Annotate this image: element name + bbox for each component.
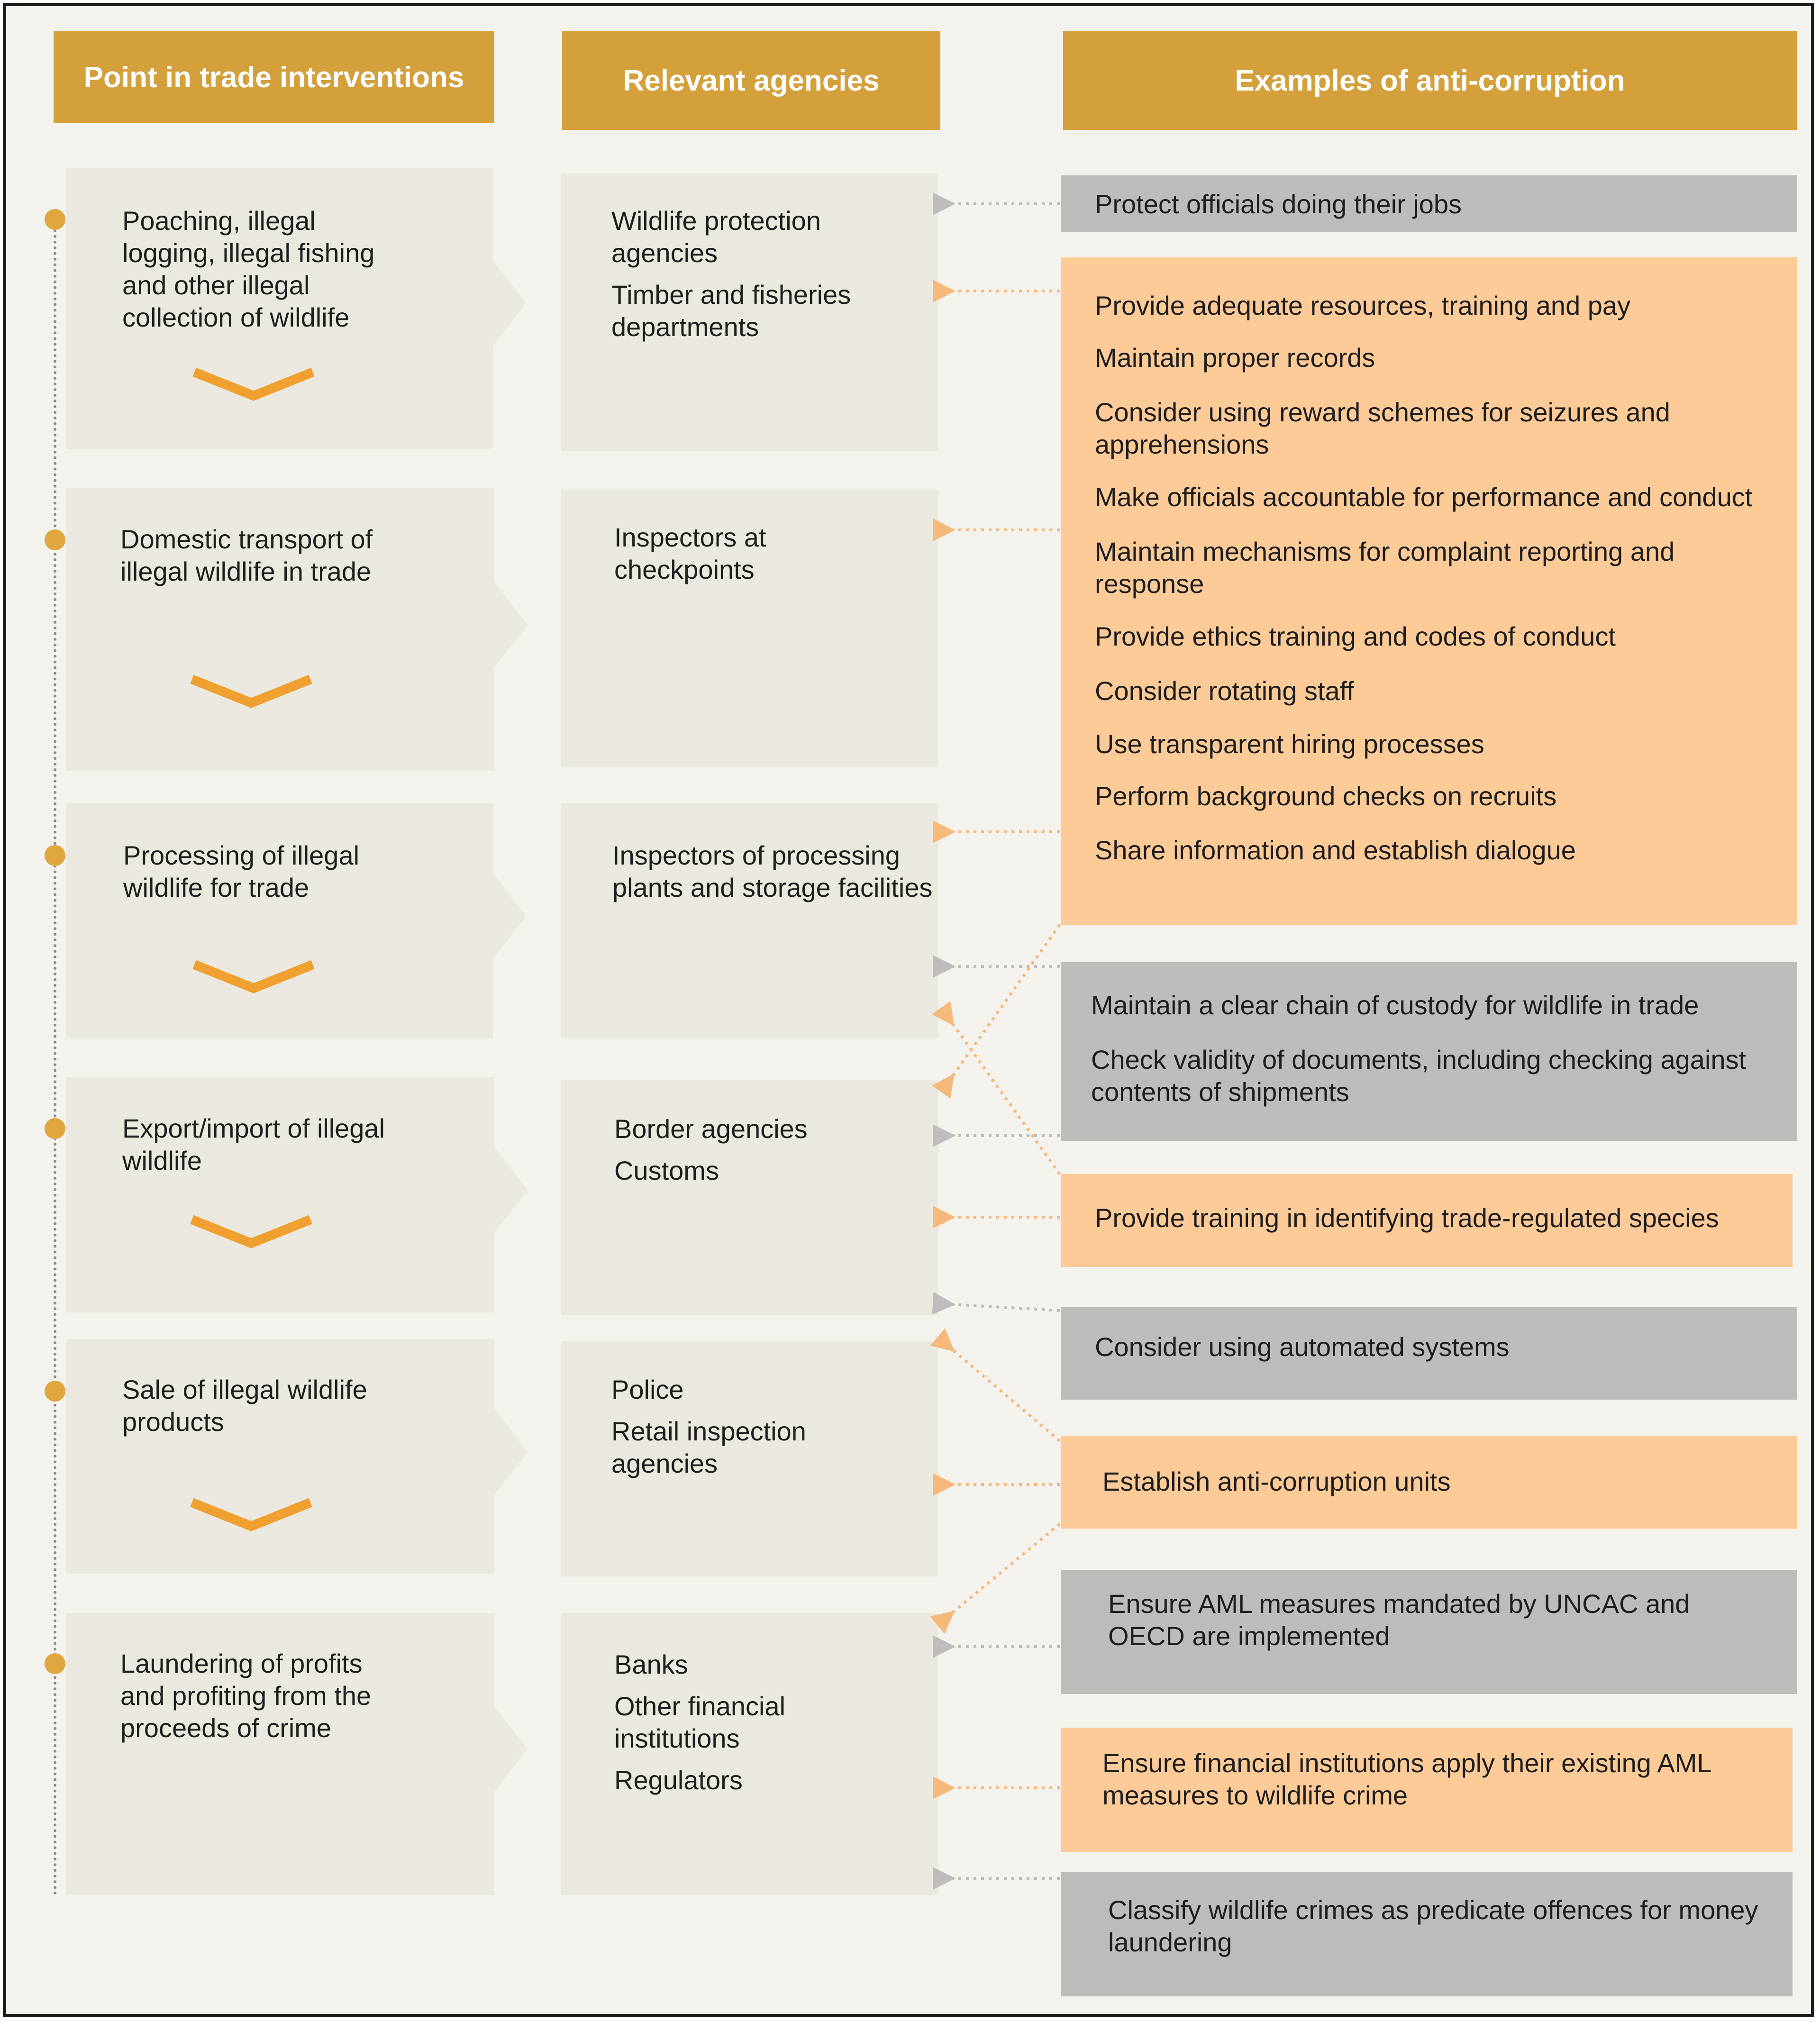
- measure-classify: Classify wildlife crimes as predicate offences for money laundering: [1108, 1895, 1758, 1957]
- measure-custody-2: Check validity of documents, including checking against contents of shipments: [1091, 1045, 1747, 1107]
- measure-protect: Protect officials doing their jobs: [1095, 189, 1462, 219]
- measure-aml: Ensure AML measures mandated by UNCAC and OECD are implemented: [1108, 1589, 1690, 1651]
- measure-general-8: Use transparent hiring processes: [1095, 729, 1484, 759]
- header-examples: Examples of anti-corruption: [1063, 31, 1797, 130]
- agency-item: Wildlife protection agencies: [611, 206, 821, 268]
- measure-general-7: Consider rotating staff: [1095, 676, 1354, 706]
- arrow-left-icon: [953, 1304, 1060, 1311]
- measure-custody-1: Maintain a clear chain of custody for wildlife in trade: [1091, 990, 1699, 1020]
- measure-general-5: Maintain mechanisms for complaint reporting and response: [1095, 537, 1675, 599]
- header-relevant-agencies: Relevant agencies: [562, 31, 940, 130]
- agency-item: Regulators: [614, 1765, 743, 1795]
- agency-item: Police: [611, 1375, 684, 1404]
- arrow-left-icon: [953, 1350, 1060, 1441]
- measure-general-3: Consider using reward schemes for seizures and apprehensions: [1095, 397, 1670, 459]
- measure-automated: Consider using automated systems: [1095, 1332, 1510, 1362]
- measure-general-9: Perform background checks on recruits: [1095, 781, 1557, 811]
- measure-general-1: Provide adequate resources, training and pay: [1095, 291, 1631, 320]
- agency-item: Banks: [614, 1649, 688, 1679]
- agency-item: Other financial institutions: [614, 1691, 786, 1753]
- arrow-left-icon: [953, 1524, 1060, 1612]
- measure-species: Provide training in identifying trade-regulated species: [1095, 1203, 1719, 1233]
- stage-label-export-import: Export/import of illegal wildlife: [122, 1113, 385, 1175]
- agency-item: Customs: [614, 1156, 719, 1185]
- stage-label-sale: Sale of illegal wildlife products: [122, 1375, 367, 1437]
- stage-label-poaching: Poaching, illegal logging, illegal fishing and other illegal collection of wildlife: [122, 206, 375, 332]
- agency-item: Inspectors of processing plants and storage facilities: [612, 840, 933, 902]
- stage-label-processing: Processing of illegal wildlife for trade: [123, 840, 360, 902]
- measure-general-2: Maintain proper records: [1095, 343, 1375, 373]
- agency-item: Retail inspection agencies: [611, 1416, 806, 1478]
- agency-item: Inspectors at checkpoints: [614, 522, 766, 584]
- measure-units: Establish anti-corruption units: [1102, 1466, 1451, 1496]
- measure-general-6: Provide ethics training and codes of conduct: [1095, 621, 1616, 651]
- measure-general-10: Share information and establish dialogue: [1095, 835, 1576, 865]
- stage-label-laundering: Laundering of profits and profiting from the proceeds of crime: [120, 1649, 372, 1743]
- arrow-left-icon: [953, 1024, 1060, 1174]
- measure-financial: Ensure financial institutions apply their existing AML measures to wildlife crime: [1102, 1748, 1711, 1810]
- agency-item: Border agencies: [614, 1114, 808, 1144]
- measure-general-4: Make officials accountable for performance and conduct: [1095, 482, 1753, 512]
- stage-label-domestic-transport: Domestic transport of illegal wildlife in trade: [120, 524, 373, 586]
- arrow-left-icon: [953, 925, 1060, 1076]
- agency-item: Timber and fisheries departments: [611, 280, 851, 342]
- header-point-in-trade: Point in trade interventions: [54, 31, 494, 123]
